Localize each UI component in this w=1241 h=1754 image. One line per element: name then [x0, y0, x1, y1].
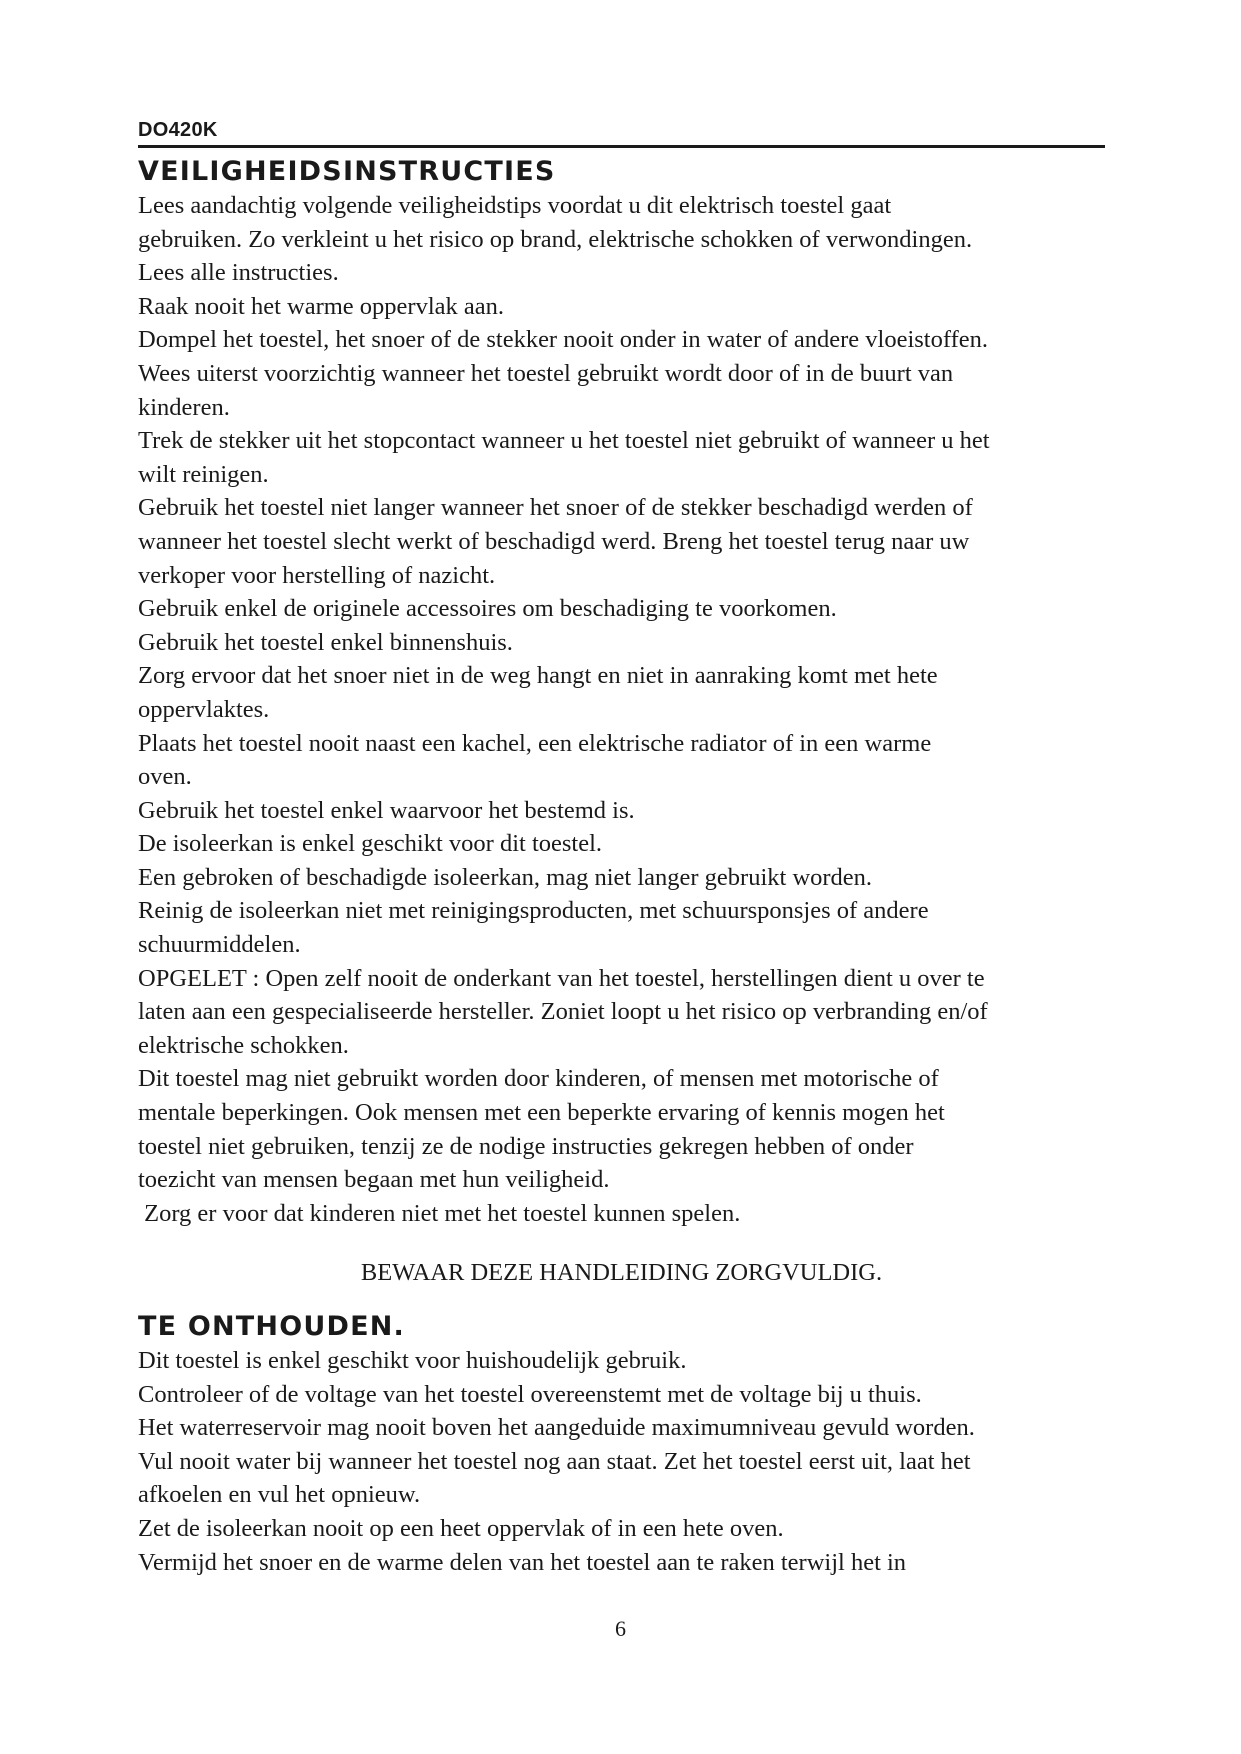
keep-manual-notice: BEWAAR DEZE HANDLEIDING ZORGVULDIG.: [360, 1259, 883, 1287]
text-line: Dompel het toestel, het snoer of de stekker nooit onder in water of andere vloeistoffen.: [138, 326, 988, 354]
text-line: laten aan een gespecialiseerde hersteller. Zoniet loopt u het risico op verbranding en/of: [138, 998, 988, 1026]
manual-page: [138, 118, 1105, 1579]
text-line: oppervlaktes.: [138, 695, 270, 723]
text-line: Raak nooit het warme oppervlak aan.: [138, 292, 505, 320]
text-line: Gebruik het toestel enkel waarvoor het bestemd is.: [138, 796, 635, 824]
text-line: Wees uiterst voorzichtig wanneer het toestel gebruikt wordt door of in de buurt van: [138, 359, 954, 387]
text-line: Gebruik enkel de originele accessoires om beschadiging te voorkomen.: [138, 595, 837, 623]
text-line: Zet de isoleerkan nooit op een heet oppervlak of in een hete oven.: [138, 1514, 784, 1542]
text-line: wilt reinigen.: [138, 460, 269, 488]
text-line: schuurmiddelen.: [138, 931, 301, 959]
text-line: Dit toestel mag niet gebruikt worden door kinderen, of mensen met motorische of: [138, 1065, 939, 1093]
text-line: Een gebroken of beschadigde isoleerkan, mag niet langer gebruikt worden.: [138, 863, 873, 891]
text-line: Plaats het toestel nooit naast een kachel, een elektrische radiator of in een warme: [138, 729, 932, 757]
safety-instructions-body: [138, 189, 1105, 1230]
text-line: Lees aandachtig volgende veiligheidstips voordat u dit elektrisch toestel gaat: [138, 192, 892, 219]
text-line: Vul nooit water bij wanneer het toestel nog aan staat. Zet het toestel eerst uit, laat het: [138, 1447, 971, 1475]
text-line: verkoper voor herstelling of nazicht.: [138, 561, 496, 589]
safety-instructions-heading: VEILIGHEIDSINSTRUCTIES: [138, 156, 556, 187]
text-line: Het waterreservoir mag nooit boven het aangeduide maximumniveau gevuld worden.: [138, 1414, 975, 1442]
text-line: wanneer het toestel slecht werkt of beschadigd werd. Breng het toestel terug naar uw: [138, 527, 970, 555]
page-number: 6: [615, 1616, 626, 1641]
remember-body: [138, 1344, 1105, 1579]
text-line: Lees alle instructies.: [138, 259, 339, 287]
text-line: afkoelen en vul het opnieuw.: [138, 1481, 421, 1509]
text-line: gebruiken. Zo verkleint u het risico op brand, elektrische schokken of verwondingen.: [138, 225, 973, 253]
text-line: Gebruik het toestel enkel binnenshuis.: [138, 628, 513, 656]
text-line: OPGELET : Open zelf nooit de onderkant van het toestel, herstellingen dient u over te: [138, 964, 985, 992]
text-line: Zorg er voor dat kinderen niet met het toestel kunnen spelen.: [138, 1199, 741, 1227]
model-number-header: DO420K: [138, 118, 1105, 148]
text-line: Controleer of de voltage van het toestel overeenstemt met de voltage bij u thuis.: [138, 1380, 922, 1408]
text-line: Zorg ervoor dat het snoer niet in de weg hangt en niet in aanraking komt met hete: [138, 662, 938, 690]
text-line: kinderen.: [138, 393, 230, 421]
text-line: toestel niet gebruiken, tenzij ze de nodige instructies gekregen hebben of onder: [138, 1132, 914, 1160]
text-line: oven.: [138, 763, 192, 791]
text-line: Gebruik het toestel niet langer wanneer het snoer of de stekker beschadigd werden of: [138, 494, 973, 522]
text-line: Trek de stekker uit het stopcontact wanneer u het toestel niet gebruikt of wanneer u het: [138, 427, 990, 455]
text-line: toezicht van mensen begaan met hun veiligheid.: [138, 1166, 610, 1194]
remember-heading: TE ONTHOUDEN.: [138, 1311, 406, 1342]
text-line: De isoleerkan is enkel geschikt voor dit toestel.: [138, 830, 603, 858]
text-line: Dit toestel is enkel geschikt voor huishoudelijk gebruik.: [138, 1347, 687, 1374]
text-line: Reinig de isoleerkan niet met reinigingsproducten, met schuursponsjes of andere: [138, 897, 929, 925]
text-line: elektrische schokken.: [138, 1031, 349, 1059]
text-line: Vermijd het snoer en de warme delen van het toestel aan te raken terwijl het in: [138, 1548, 907, 1576]
text-line: mentale beperkingen. Ook mensen met een beperkte ervaring of kennis mogen het: [138, 1099, 945, 1127]
